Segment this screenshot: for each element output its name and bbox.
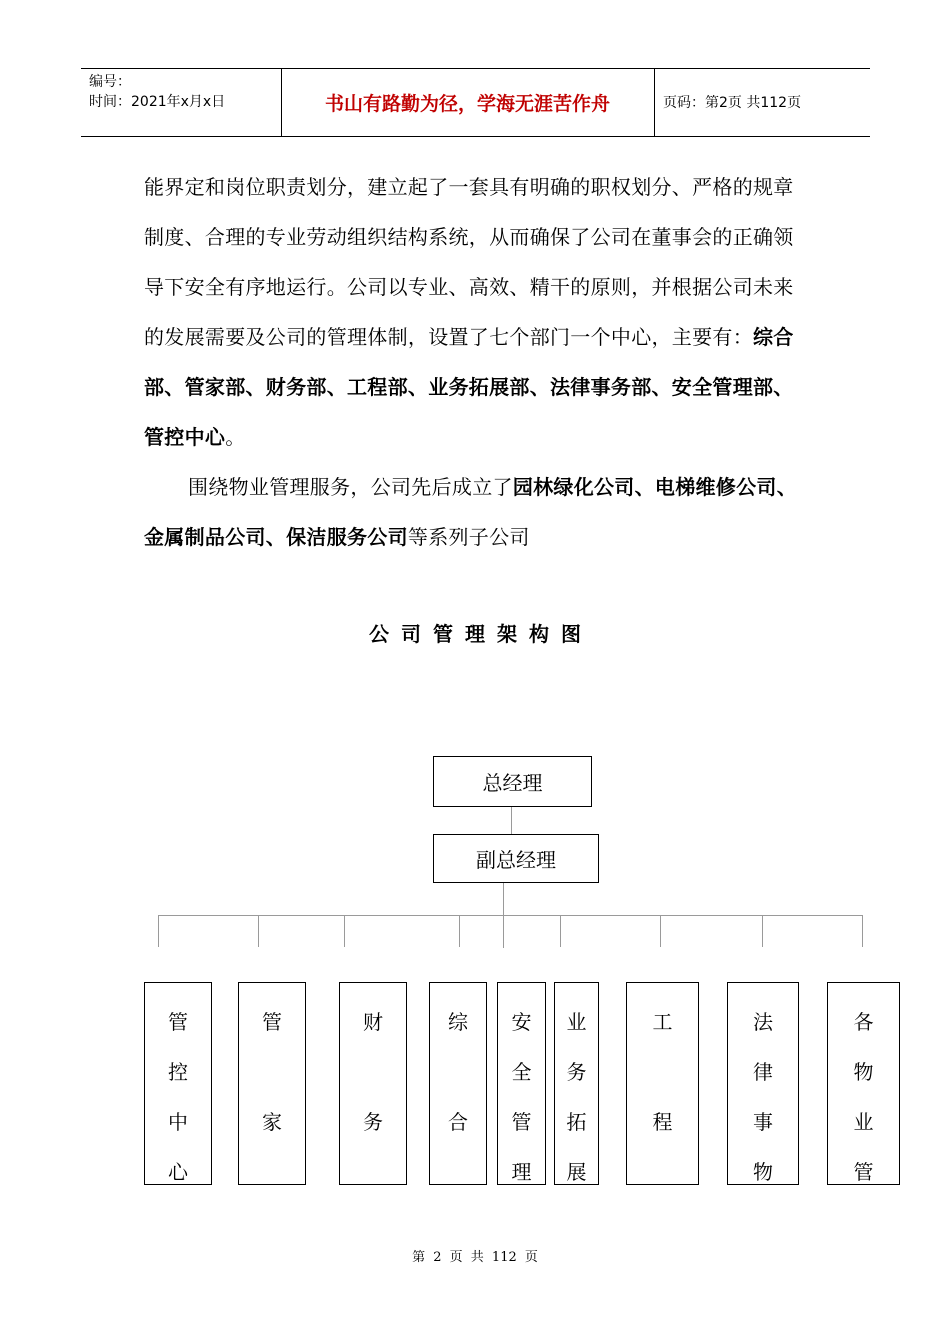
paragraph-end: 等系列子公司: [407, 525, 530, 549]
page-header: [81, 68, 870, 136]
paragraph-text: 围绕物业管理服务，公司先后成立了: [188, 475, 513, 499]
department-char: 管: [853, 1160, 874, 1184]
department-list: 综合部、管家部、财务部、工程部、业务拓展部、法律事务部、安全管理部、管控中心: [144, 325, 794, 449]
department-char: 务: [363, 1110, 383, 1134]
department-char: 财: [363, 1010, 383, 1034]
connector-line: [511, 806, 512, 836]
org-box-department: [238, 982, 306, 1185]
org-box-department: [626, 982, 699, 1185]
header-meta: [89, 72, 225, 112]
department-char: 心: [168, 1160, 188, 1184]
connector-tick: [258, 915, 259, 947]
department-char: 家: [262, 1110, 282, 1134]
connector-tick: [660, 915, 661, 947]
department-char: 业: [853, 1110, 874, 1134]
subsidiary-list: 园林绿化公司、电梯维修公司、金属制品公司、保洁服务公司: [144, 475, 798, 549]
org-box-general-manager: 总经理: [433, 756, 592, 807]
org-box-deputy-manager: 副总经理: [433, 834, 599, 883]
department-char: 务: [566, 1060, 587, 1084]
department-char: 合: [448, 1110, 468, 1134]
org-box-department: [727, 982, 799, 1185]
connector-tick: [344, 915, 345, 947]
body-text: [144, 162, 809, 562]
department-char: 综: [448, 1010, 468, 1034]
department-char: 展: [566, 1160, 587, 1184]
header-motto: 书山有路勤为径，学海无涯苦作舟: [324, 92, 610, 115]
department-char: 安: [511, 1010, 532, 1034]
department-char: 控: [168, 1060, 188, 1084]
paragraph-end: 。: [225, 425, 246, 449]
connector-tick: [503, 915, 504, 947]
org-box-department: [144, 982, 212, 1185]
department-char: 业: [566, 1010, 587, 1034]
document-time-label: 时间：2021年x月x日: [89, 94, 226, 110]
department-char: 律: [753, 1060, 773, 1084]
org-box-department: [339, 982, 407, 1185]
connector-tick: [459, 915, 460, 947]
paragraph-text: 能界定和岗位职责划分，建立起了一套具有明确的职权划分、严格的规章制度、合理的专业劳动组织结构系统，从而确保了公司在董事会的正确领导下安全有序地运行。公司以专业、高效、精干的原则，并根据公司未来的发展需要及公司的管理体制，设置了七个部门一个中心，主要有：: [144, 175, 794, 349]
document-number-label: 编号：: [89, 74, 131, 90]
department-char: 程: [652, 1110, 673, 1134]
department-char: 工: [652, 1010, 673, 1034]
connector-tick: [762, 915, 763, 947]
org-chart-title: 公司管理架构图: [369, 622, 593, 646]
department-char: 管: [262, 1010, 282, 1034]
paragraph-departments: [144, 162, 809, 462]
horizontal-bus-line: [158, 915, 862, 916]
department-char: 事: [753, 1110, 773, 1134]
header-divider-right: [654, 68, 655, 136]
page-footer: 第 2 页 共 112 页: [412, 1250, 538, 1265]
org-box-department: [554, 982, 599, 1185]
header-page-info: 页码：第2页 共112页: [663, 95, 802, 111]
department-char: 中: [168, 1110, 188, 1134]
department-char: 管: [168, 1010, 188, 1034]
org-box-department: [429, 982, 487, 1185]
connector-tick: [158, 915, 159, 947]
header-bottom-border: [81, 136, 870, 137]
department-char: 全: [511, 1060, 532, 1084]
department-char: 物: [753, 1160, 773, 1184]
connector-tick: [560, 915, 561, 947]
department-char: 各: [853, 1010, 874, 1034]
department-char: 管: [511, 1110, 532, 1134]
department-char: 理: [511, 1160, 532, 1184]
paragraph-subsidiaries: [144, 462, 809, 562]
department-char: 法: [753, 1010, 773, 1034]
department-char: 物: [853, 1060, 874, 1084]
org-box-department: [827, 982, 900, 1185]
connector-tick: [862, 915, 863, 947]
org-box-department: [497, 982, 546, 1185]
department-char: 拓: [566, 1110, 587, 1134]
